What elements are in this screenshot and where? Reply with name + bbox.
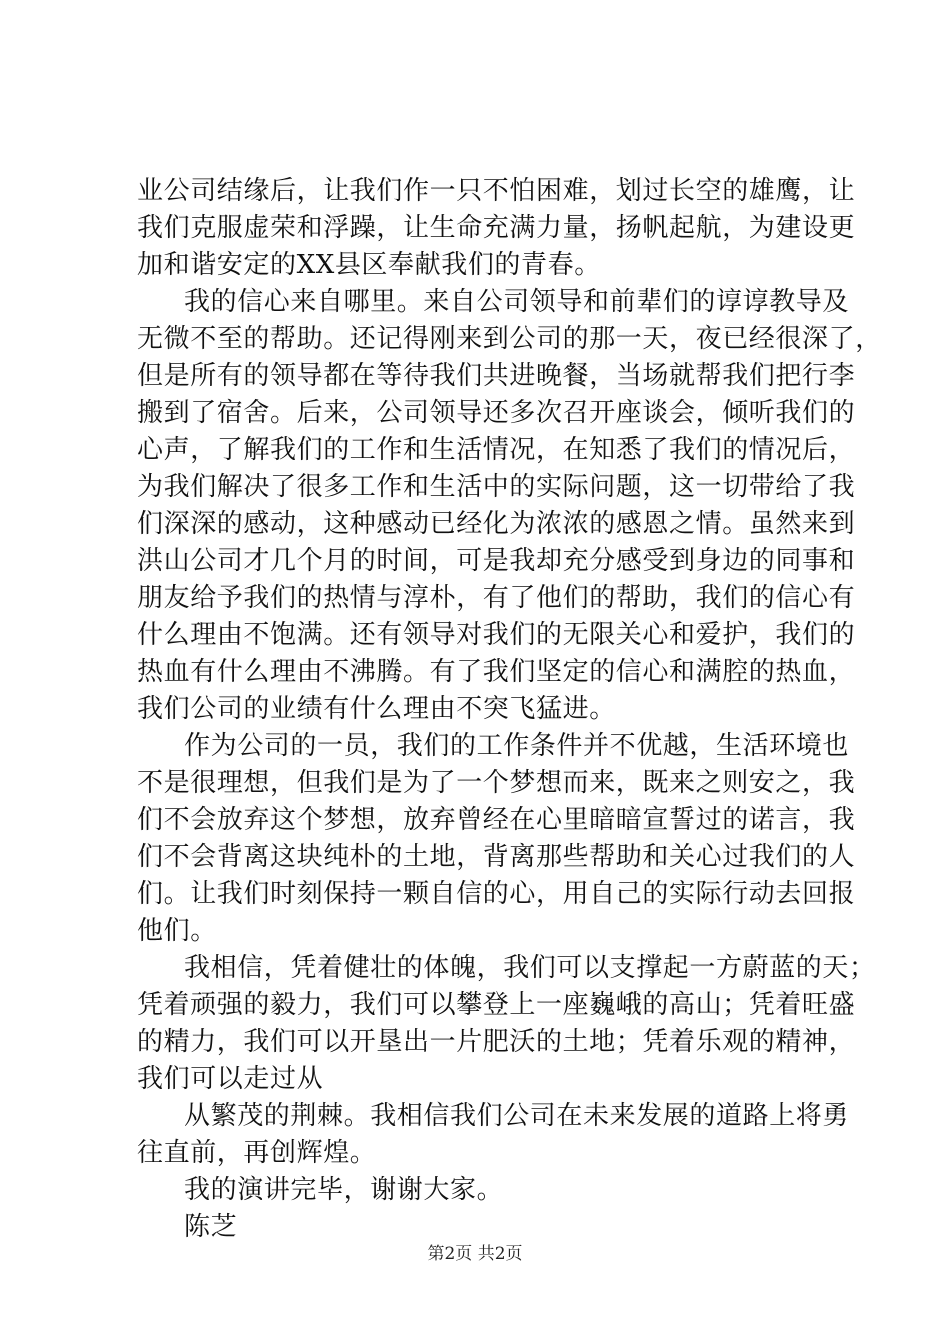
- text-line: 们。让我们时刻保持一颗自信的心，用自己的实际行动去回报: [137, 879, 856, 909]
- text-line: 们深深的感动，这种感动已经化为浓浓的感恩之情。虽然来到: [137, 509, 856, 539]
- text-line: 们不会背离这块纯朴的土地，背离那些帮助和关心过我们的人: [137, 842, 856, 872]
- text-line: 不是很理想，但我们是为了一个梦想而来，既来之则安之，我: [137, 768, 856, 798]
- text-line: 的精力，我们可以开垦出一片肥沃的土地；凭着乐观的精神，: [137, 1027, 856, 1057]
- closing-line: 我的演讲完毕，谢谢大家。: [184, 1175, 504, 1205]
- speech-text: [137, 173, 882, 1246]
- paragraph-start-line: 作为公司的一员，我们的工作条件并不优越，生活环境也: [184, 731, 850, 761]
- signature-name: 陈芝: [184, 1212, 238, 1242]
- text-line: 朋友给予我们的热情与淳朴，有了他们的帮助，我们的信心有: [137, 583, 856, 613]
- paragraph-start-line: 我相信，凭着健壮的体魄，我们可以支撑起一方蔚蓝的天；: [184, 953, 876, 983]
- text-line: 往直前，再创辉煌。: [137, 1138, 377, 1168]
- text-line: 我们可以走过从: [137, 1064, 324, 1094]
- text-line: 为我们解决了很多工作和生活中的实际问题，这一切带给了我: [137, 472, 856, 502]
- page-number-footer: 第2页 共2页: [427, 1244, 523, 1264]
- text-line: 心声，了解我们的工作和生活情况，在知悉了我们的情况后，: [137, 435, 856, 465]
- text-line: 搬到了宿舍。后来，公司领导还多次召开座谈会，倾听我们的: [137, 398, 856, 428]
- text-line: 什么理由不饱满。还有领导对我们的无限关心和爱护，我们的: [137, 620, 856, 650]
- paragraph-start-line: 我的信心来自哪里。来自公司领导和前辈们的谆谆教导及: [184, 287, 850, 317]
- text-line: 们不会放弃这个梦想，放弃曾经在心里暗暗宣誓过的诺言，我: [137, 805, 856, 835]
- text-line: 我们克服虚荣和浮躁，让生命充满力量，扬帆起航，为建设更: [137, 213, 856, 243]
- text-line: 加和谐安定的XX县区奉献我们的青春。: [137, 250, 601, 280]
- text-line: 洪山公司才几个月的时间，可是我却充分感受到身边的同事和: [137, 546, 856, 576]
- text-line: 热血有什么理由不沸腾。有了我们坚定的信心和满腔的热血，: [137, 657, 856, 687]
- text-line: 我们公司的业绩有什么理由不突飞猛进。: [137, 694, 616, 724]
- text-line: 无微不至的帮助。还记得刚来到公司的那一天，夜已经很深了，: [137, 324, 882, 354]
- paragraph-start-line: 从繁茂的荆棘。我相信我们公司在未来发展的道路上将勇: [184, 1101, 850, 1131]
- text-line: 他们。: [137, 916, 217, 946]
- text-line: 凭着顽强的毅力，我们可以攀登上一座巍峨的高山；凭着旺盛: [137, 990, 856, 1020]
- text-line: 但是所有的领导都在等待我们共进晚餐，当场就帮我们把行李: [137, 361, 856, 391]
- text-line: 业公司结缘后，让我们作一只不怕困难，划过长空的雄鹰，让: [137, 176, 856, 206]
